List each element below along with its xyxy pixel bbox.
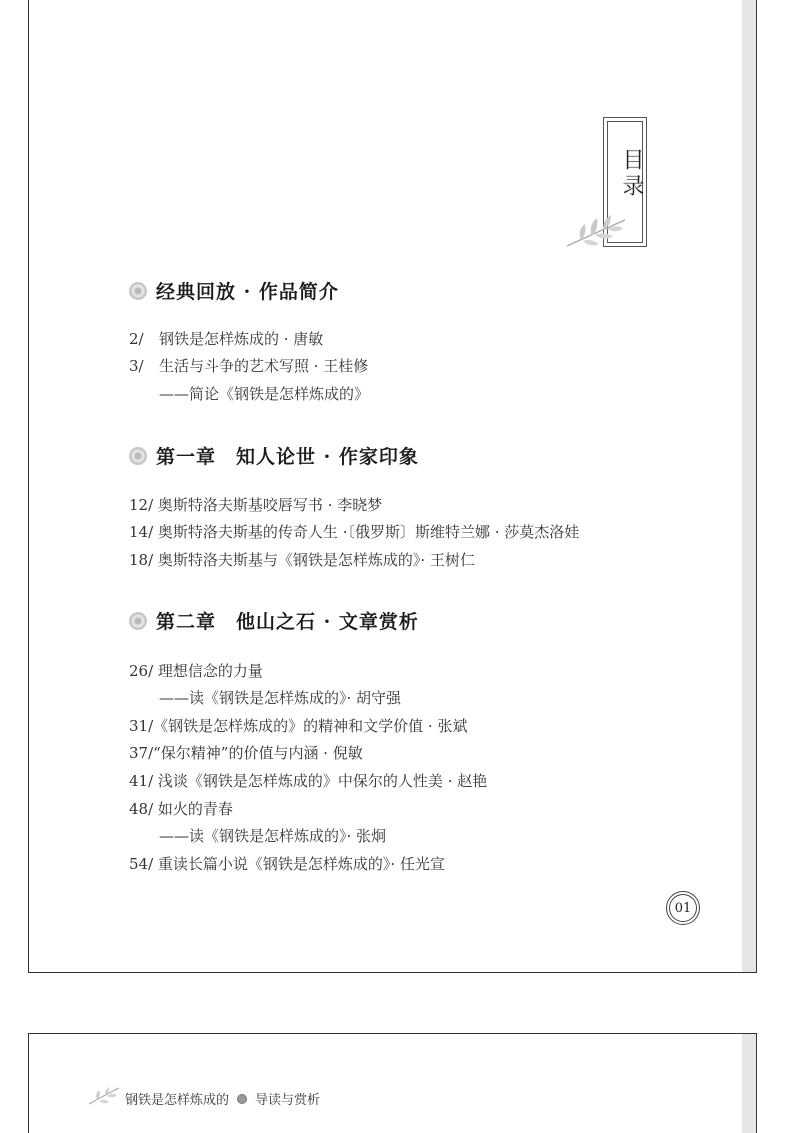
section-heading (129, 277, 339, 304)
bullet-icon (237, 1094, 247, 1104)
toc-entry: 48/ 如火的青春 (129, 800, 233, 818)
page-number-badge (666, 891, 700, 925)
running-header (125, 1089, 320, 1108)
toc-entry: 18/ 奥斯特洛夫斯基与《钢铁是怎样炼成的》· 王树仁 (129, 551, 475, 569)
book-subtitle: 导读与赏析 (255, 1093, 321, 1108)
section-title: 第一章 知人论世 · 作家印象 (156, 446, 419, 468)
toc-entry: 26/ 理想信念的力量 (129, 662, 263, 680)
toc-entry: 3/ 生活与斗争的艺术写照 · 王桂修 (129, 357, 369, 375)
toc-page (28, 0, 757, 973)
page-edge (742, 0, 756, 972)
section-title: 经典回放 · 作品简介 (156, 281, 339, 303)
toc-entry: 37/“保尔精神”的价值与内涵 · 倪敏 (129, 744, 363, 762)
toc-entry-subtitle: ——读《钢铁是怎样炼成的》· 张炯 (159, 827, 387, 845)
page-number: 01 (674, 900, 692, 916)
leaf-ornament-icon (87, 1084, 123, 1108)
book-title: 钢铁是怎样炼成的 (125, 1093, 230, 1108)
next-page (28, 1033, 757, 1133)
section-title: 第二章 他山之石 · 文章赏析 (156, 611, 419, 633)
toc-entry-subtitle: ——简论《钢铁是怎样炼成的》 (159, 385, 370, 403)
toc-entry: 14/ 奥斯特洛夫斯基的传奇人生 ·〔俄罗斯〕斯维特兰娜 · 莎莫杰洛娃 (129, 523, 580, 541)
medal-icon (129, 447, 147, 465)
toc-entry: 2/ 钢铁是怎样炼成的 · 唐敏 (129, 330, 324, 348)
medal-icon (129, 282, 147, 300)
leaf-ornament-icon (563, 212, 633, 254)
page-edge (742, 1034, 756, 1133)
toc-entry: 41/ 浅谈《钢铁是怎样炼成的》中保尔的人性美 · 赵艳 (129, 772, 488, 790)
toc-entry: 31/《钢铁是怎样炼成的》的精神和文学价值 · 张斌 (129, 717, 468, 735)
toc-entry: 54/ 重读长篇小说《钢铁是怎样炼成的》· 任光宣 (129, 855, 445, 873)
section-heading (129, 442, 419, 469)
toc-title: 目录 (619, 148, 644, 200)
medal-icon (129, 612, 147, 630)
section-heading (129, 607, 419, 634)
toc-entry: 12/ 奥斯特洛夫斯基咬唇写书 · 李晓梦 (129, 496, 383, 514)
toc-entry-subtitle: ——读《钢铁是怎样炼成的》· 胡守强 (159, 689, 402, 707)
